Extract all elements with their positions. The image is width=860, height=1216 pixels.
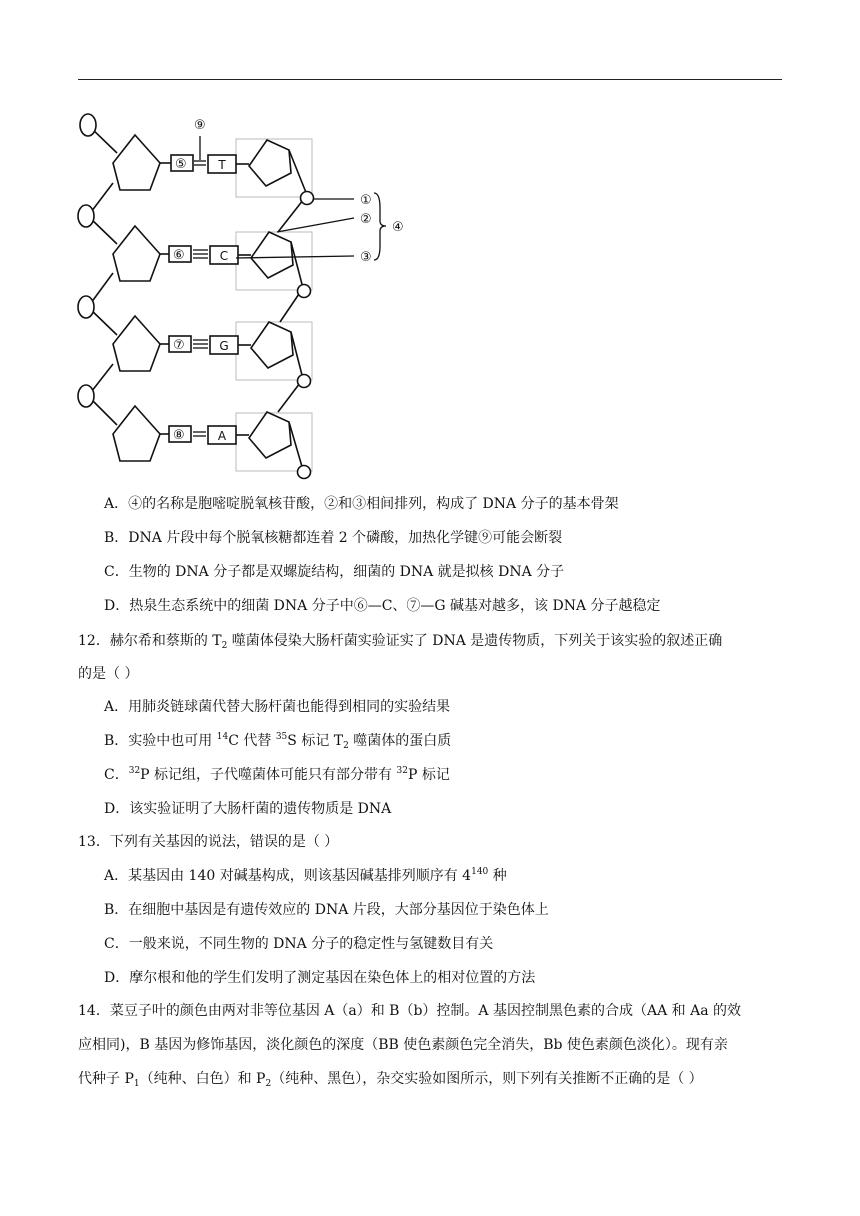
base-G: G (219, 339, 229, 353)
q13-option-d: D．摩尔根和他的学生们发明了测定基因在染色体上的相对位置的方法 (104, 970, 536, 986)
deoxyribose (113, 135, 160, 190)
label-8: ⑧ (173, 428, 185, 443)
q11-option-a: A．④的名称是胞嘧啶脱氧核苷酸，②和③相间排列，构成了 DNA 分子的基本骨架 (104, 496, 619, 512)
deoxyribose (249, 412, 291, 458)
deoxyribose (249, 140, 291, 186)
q14-stem-line3: 代种子 $P_1$（纯种、白色）和 $P_2$（纯种、黑色），杂交实验如图所示，则下列有关推断不正确的是（ ） (78, 1071, 703, 1089)
q12-option-d: D．该实验证明了大肠杆菌的遗传物质是 DNA (104, 801, 392, 817)
phosphate (301, 192, 314, 205)
label-4: ④ (392, 220, 404, 235)
hydrogen-bonds (193, 136, 208, 436)
label-2: ② (360, 212, 372, 227)
q12-option-b: B．实验中也可用 $^{14}$C 代替 $^{35}$S 标记 $T_2$ 噬菌体的蛋白质 (104, 732, 452, 751)
phosphate (298, 285, 311, 298)
label-7: ⑦ (173, 338, 185, 353)
q13-stem: 13．下列有关基因的说法，错误的是（ ） (78, 834, 339, 850)
header-rule (78, 79, 782, 80)
phosphate (298, 375, 311, 388)
base-T: T (218, 158, 226, 172)
phosphate (80, 114, 96, 136)
deoxyribose (251, 322, 293, 368)
q11-option-b: B．DNA 片段中每个脱氧核糖都连着 2 个磷酸，加热化学键⑨可能会断裂 (104, 530, 563, 546)
phosphate (78, 205, 94, 227)
label-9: ⑨ (194, 118, 206, 133)
phosphate (298, 466, 311, 479)
deoxyribose (113, 316, 160, 371)
q14-stem-line2: 应相同)，B 基因为修饰基因，淡化颜色的深度（BB 使色素颜色完全消失，Bb 使色素颜色淡化）。现有亲 (78, 1037, 728, 1053)
q12-option-c: C．$^{32}$P 标记组，子代噬菌体可能只有部分带有 $^{32}$P 标记 (104, 766, 450, 783)
deoxyribose (113, 406, 160, 461)
q12-stem-line1: 12．赫尔希和蔡斯的 $T_2$ 噬菌体侵染大肠杆菌实验证实了 DNA 是遗传物质，下列关于该实验的叙述正确 (78, 633, 723, 651)
q12-option-a: A．用肺炎链球菌代替大肠杆菌也能得到相同的实验结果 (104, 699, 451, 715)
phosphate (78, 296, 94, 318)
label-5: ⑤ (175, 157, 187, 172)
label-1: ① (360, 193, 372, 208)
label-3: ③ (360, 250, 372, 265)
base-A: A (217, 429, 227, 443)
q12-stem-line2: 的是（ ） (78, 666, 139, 682)
deoxyribose (251, 232, 293, 278)
q13-option-a: A．某基因由 140 对碱基构成，则该基因碱基排列顺序有 $4^{140}$ 种 (104, 867, 507, 884)
q11-option-c: C．生物的 DNA 分子都是双螺旋结构，细菌的 DNA 就是拟核 DNA 分子 (104, 564, 565, 580)
q13-option-b: B．在细胞中基因是有遗传效应的 DNA 片段，大部分基因位于染色体上 (104, 902, 549, 918)
label-6: ⑥ (173, 248, 185, 263)
q11-option-d: D．热泉生态系统中的细菌 DNA 分子中⑥—C、⑦—G 碱基对越多，该 DNA 分子越稳定 (104, 598, 661, 614)
deoxyribose (113, 226, 160, 281)
phosphate (78, 385, 94, 407)
dna-structure-diagram (70, 108, 430, 484)
base-C: C (219, 249, 229, 263)
q13-option-c: C．一般来说，不同生物的 DNA 分子的稳定性与氢键数目有关 (104, 936, 494, 952)
right-strand (208, 139, 314, 479)
q14-stem-line1: 14．菜豆子叶的颜色由两对非等位基因 A（a）和 B（b）控制。A 基因控制黑色素的合成（AA 和 Aa 的效 (78, 1003, 742, 1019)
